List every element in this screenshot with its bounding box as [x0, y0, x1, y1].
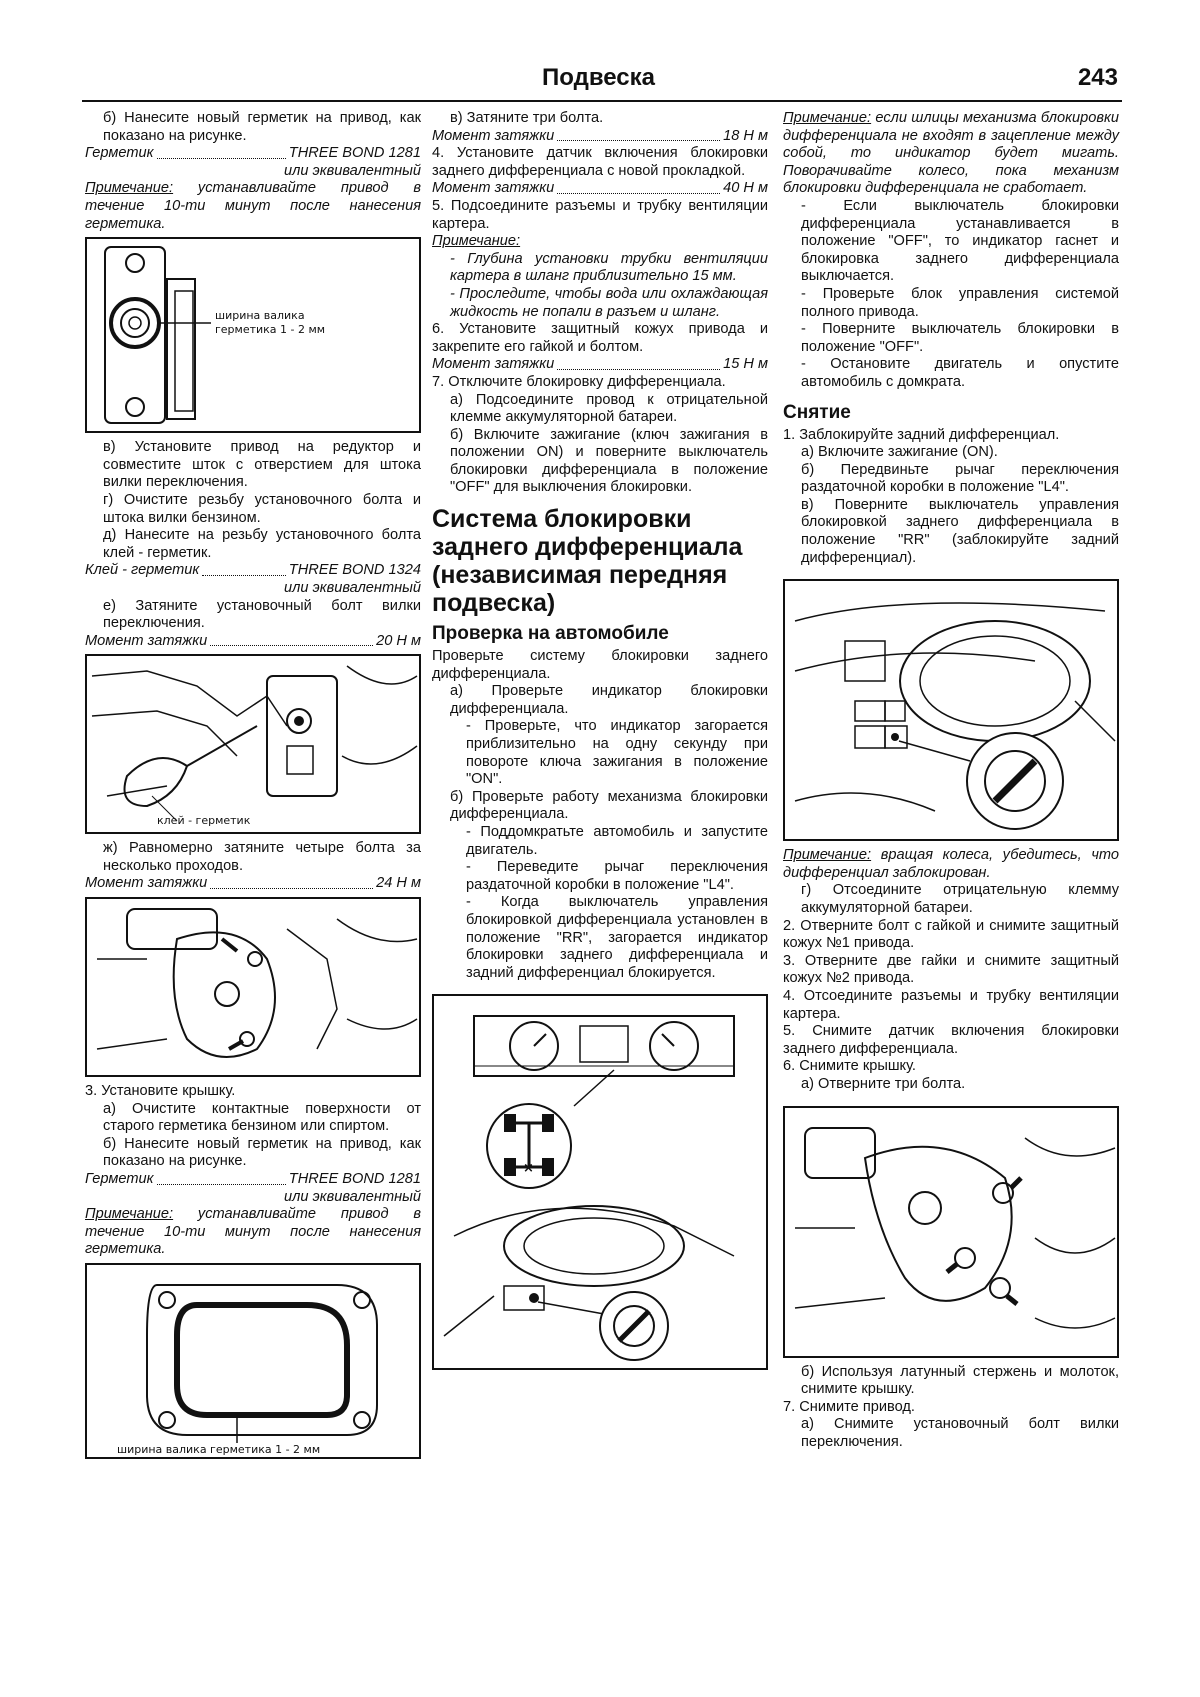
page-title: Подвеска	[542, 64, 656, 91]
paragraph: - Поддомкратьте автомобиль и запустите двигатель.	[466, 824, 768, 858]
paragraph: а) Проверьте индикатор блокировки дифференциала.	[450, 683, 768, 717]
spec-key: Герметик	[85, 1171, 154, 1188]
subsection-heading: Снятие	[783, 401, 851, 423]
spec-line	[432, 128, 768, 146]
note	[85, 180, 421, 233]
paragraph: 4. Установите датчик включения блокировки заднего дифференциала с новой прокладкой.	[432, 145, 768, 179]
spec-line	[85, 562, 421, 580]
fig1-caption-line1: ширина валика	[215, 309, 305, 323]
spec-line	[432, 180, 768, 198]
figure-four-bolts	[85, 897, 421, 1077]
section-heading: Система блокировки заднего дифференциала (независимая передняя подвеска)	[432, 505, 743, 618]
spec-line	[85, 145, 421, 163]
note-text: если шлицы механизма блокировки дифференциала не входят в зацепление между собой, то индикатор будет мигать. Поворачивайте колесо, пока механизм блокировки дифференциала не сработает.	[783, 110, 1119, 197]
column-left	[85, 110, 421, 1465]
note-label: Примечание:	[85, 1206, 174, 1223]
paragraph: - Проверьте блок управления системой полного привода.	[801, 285, 1119, 320]
figure-actuator-sealant	[85, 237, 421, 433]
paragraph: 2. Отверните болт с гайкой и снимите защитный кожух №1 привода.	[783, 917, 1119, 952]
spec-sub: или эквивалентный	[284, 1188, 421, 1205]
actuator-sealant-diagram	[87, 239, 419, 431]
paragraph: 5. Подсоедините разъемы и трубку вентиляции картера.	[432, 197, 768, 232]
figure-dashboard-indicator	[432, 994, 768, 1370]
spec-line	[432, 356, 768, 374]
spec-value: THREE BOND 1281	[288, 145, 421, 162]
note-label	[432, 233, 768, 251]
svg-text:×: ×	[523, 1161, 534, 1177]
note-label-text: Примечание:	[432, 233, 521, 250]
note	[85, 1206, 421, 1259]
paragraph: Проверьте систему блокировки заднего дифференциала.	[432, 648, 768, 682]
shift-fork-bolt-diagram	[87, 656, 419, 832]
paragraph: в) Установите привод на редуктор и совместите шток с отверстием для штока вилки переключения.	[103, 439, 421, 491]
spec-value: 15 Н м	[723, 356, 768, 373]
four-bolts-diagram	[87, 899, 419, 1075]
spec-key: Момент затяжки	[432, 127, 555, 144]
subsection-heading: Проверка на автомобиле	[432, 623, 669, 645]
paragraph: - Проверьте, что индикатор загорается приблизительно на одну секунду при повороте ключа зажигания в положение "ON".	[466, 718, 768, 788]
page-header	[82, 60, 1122, 102]
fig1-caption-line2: герметика 1 - 2 мм	[215, 323, 326, 337]
paragraph: - Поверните выключатель блокировки в положение "OFF".	[801, 321, 1119, 355]
figure-cover-sealant	[85, 1263, 421, 1459]
paragraph: а) Включите зажигание (ON).	[801, 444, 998, 461]
fig2-caption: клей - герметик	[157, 814, 251, 828]
page-number: 243	[1077, 64, 1118, 91]
paragraph: а) Снимите установочный болт вилки переключения.	[801, 1416, 1119, 1450]
paragraph: б) Передвиньте рычаг переключения раздаточной коробки в положение "L4".	[801, 461, 1119, 496]
spec-value: THREE BOND 1281	[288, 1171, 421, 1188]
spec-line	[85, 1171, 421, 1189]
paragraph: д) Нанесите на резьбу установочного болта клей - герметик.	[103, 527, 421, 561]
paragraph: 6. Установите защитный кожух привода и закрепите его гайкой и болтом.	[432, 321, 768, 355]
spec-key: Клей - герметик	[85, 562, 200, 579]
paragraph: 6. Снимите крышку.	[783, 1058, 916, 1075]
spec-value: 18 Н м	[723, 127, 768, 144]
diff-lock-switch-diagram	[785, 581, 1117, 839]
paragraph: б) Включите зажигание (ключ зажигания в положении ON) и поверните выключатель блокировки дифференциала в положение "OFF" для выключения блокировки.	[450, 426, 768, 496]
paragraph: 4. Отсоедините разъемы и трубку вентиляции картера.	[783, 988, 1119, 1022]
paragraph: б) Используя латунный стержень и молоток, снимите крышку.	[801, 1363, 1119, 1398]
spec-key: Момент затяжки	[85, 875, 208, 892]
spec-line	[85, 633, 421, 651]
paragraph: г) Отсоедините отрицательную клемму аккумуляторной батареи.	[801, 882, 1119, 917]
note-text: вращая колеса, убедитесь, что дифференциал заблокирован.	[783, 847, 1119, 881]
spec-value: 24 Н м	[376, 875, 421, 892]
fig4-caption: ширина валика герметика 1 - 2 мм	[117, 1443, 321, 1456]
spec-sub: или эквивалентный	[284, 579, 421, 596]
note-text: устанавливайте привод в течение 10-ти минут после нанесения герметика.	[85, 180, 421, 232]
spec-sub: или эквивалентный	[284, 162, 421, 179]
note	[783, 110, 1119, 198]
paragraph: в) Затяните три болта.	[450, 110, 604, 126]
spec-line	[85, 875, 421, 893]
paragraph: 5. Снимите датчик включения блокировки заднего дифференциала.	[783, 1023, 1119, 1057]
spec-value: 40 Н м	[723, 180, 768, 197]
spec-key: Момент затяжки	[432, 356, 555, 373]
paragraph: - Остановите двигатель и опустите автомобиль с домкрата.	[801, 356, 1119, 390]
figure-three-bolts	[783, 1106, 1119, 1358]
note-text: устанавливайте привод в течение 10-ти минут после нанесения герметика.	[85, 1206, 421, 1258]
column-right	[783, 110, 1119, 1452]
paragraph: б) Нанесите новый герметик на привод, как показано на рисунке.	[103, 110, 421, 144]
note-label: Примечание:	[783, 847, 872, 864]
paragraph: - Переведите рычаг переключения раздаточной коробки в положение "L4".	[466, 859, 768, 893]
spec-value: THREE BOND 1324	[288, 562, 421, 579]
paragraph: 1. Заблокируйте задний дифференциал.	[783, 426, 1060, 443]
figure-diff-lock-switch	[783, 579, 1119, 841]
paragraph: - Когда выключатель управления блокировкой дифференциала установлен в положение "RR", загорается индикатор блокировки заднего дифференциала и задний дифференциал блокируется.	[466, 894, 768, 981]
spec-key: Герметик	[85, 145, 154, 162]
paragraph: б) Нанесите новый герметик на привод, как показано на рисунке.	[103, 1135, 421, 1170]
note-item: - Глубина установки трубки вентиляции картера в шланг приблизительно 15 мм.	[450, 250, 768, 285]
paragraph: а) Очистите контактные поверхности от старого герметика бензином или спиртом.	[103, 1100, 421, 1135]
paragraph: ж) Равномерно затяните четыре болта за несколько проходов.	[103, 840, 421, 874]
paragraph: - Если выключатель блокировки дифференциала устанавливается в положение "OFF", то индикатор гаснет и блокировка заднего дифференциала выключается.	[801, 197, 1119, 285]
note-item: - Проследите, чтобы вода или охлаждающая жидкость не попали в разъем и шланг.	[450, 285, 768, 320]
paragraph: 3. Отверните две гайки и снимите защитный кожух №2 привода.	[783, 952, 1119, 987]
paragraph: 7. Снимите привод.	[783, 1398, 915, 1415]
paragraph: а) Отверните три болта.	[801, 1075, 966, 1092]
three-bolts-diagram	[785, 1108, 1117, 1356]
note-label: Примечание:	[85, 180, 174, 197]
paragraph: е) Затяните установочный болт вилки переключения.	[103, 597, 421, 632]
cover-sealant-diagram	[87, 1265, 419, 1457]
paragraph: г) Очистите резьбу установочного болта и штока вилки бензином.	[103, 491, 421, 526]
note	[783, 847, 1119, 882]
spec-key: Момент затяжки	[85, 632, 208, 649]
figure-shift-fork-bolt	[85, 654, 421, 834]
paragraph: в) Поверните выключатель управления блокировкой заднего дифференциала в положение "RR" (заблокируйте задний дифференциал).	[801, 496, 1119, 566]
spec-value: 20 Н м	[376, 632, 421, 649]
spec-key: Момент затяжки	[432, 180, 555, 197]
column-middle	[432, 110, 768, 1376]
paragraph: 7. Отключите блокировку дифференциала.	[432, 373, 726, 390]
paragraph: б) Проверьте работу механизма блокировки дифференциала.	[450, 788, 768, 823]
dashboard-indicator-diagram	[434, 996, 766, 1368]
note-label: Примечание:	[783, 110, 872, 126]
paragraph: 3. Установите крышку.	[85, 1083, 236, 1100]
paragraph: а) Подсоедините провод к отрицательной клемме аккумуляторной батареи.	[450, 391, 768, 426]
